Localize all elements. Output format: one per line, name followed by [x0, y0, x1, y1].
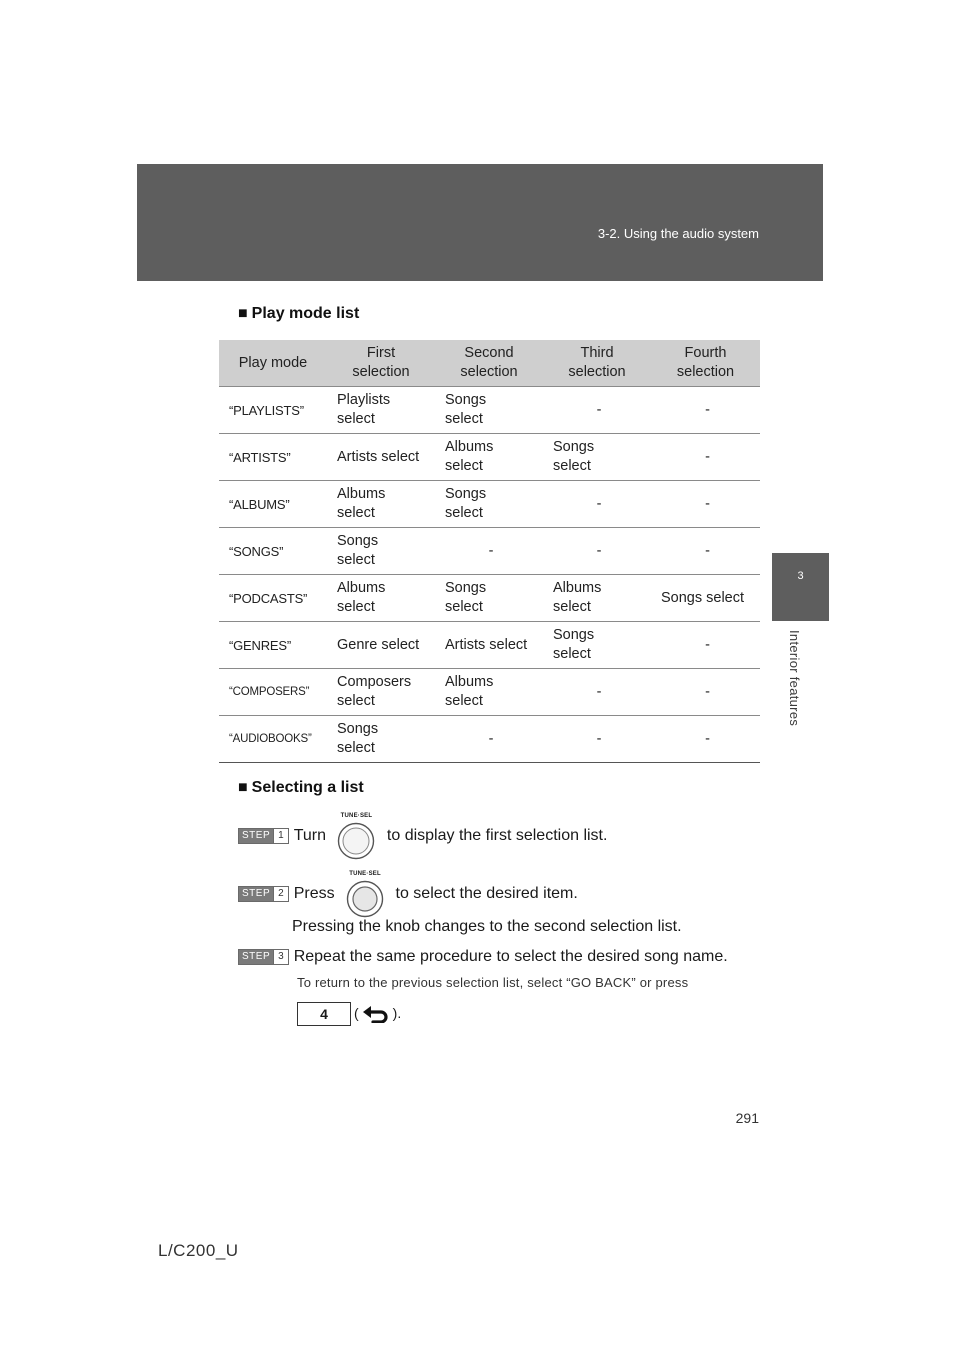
go-back-note: To return to the previous selection list, select “GO BACK” or press	[297, 975, 689, 990]
table-cell: -	[543, 716, 651, 763]
table-cell: Songs select	[543, 434, 651, 481]
table-row	[219, 575, 760, 622]
table-cell: “ARTISTS”	[219, 434, 327, 481]
table-cell: Playlists select	[327, 387, 435, 434]
table-cell: -	[543, 387, 651, 434]
table-cell: Songs select	[543, 622, 651, 669]
chapter-number: 3	[797, 570, 804, 582]
table-cell: Albums select	[327, 575, 435, 622]
step-badge: STEP 2	[238, 886, 289, 902]
heading-square-icon: ■	[238, 305, 248, 322]
table-cell: Albums select	[327, 481, 435, 528]
table-cell: Albums select	[435, 669, 543, 716]
table-cell: Artists select	[327, 434, 435, 481]
table-cell: -	[651, 434, 760, 481]
table-cell: “GENRES”	[219, 622, 327, 669]
column-header: Fourth selection	[651, 340, 760, 387]
table-cell: -	[435, 716, 543, 763]
table-cell: Albums select	[435, 434, 543, 481]
step-1	[238, 813, 607, 859]
page-number: 291	[735, 1110, 759, 1126]
step-2-text-before: Press	[293, 885, 335, 903]
step-1-text-after: to display the first selection list.	[386, 827, 608, 845]
table-cell: Songs select	[327, 716, 435, 763]
step-3	[238, 948, 728, 966]
table-cell: -	[543, 528, 651, 575]
table-row	[219, 387, 760, 434]
table-row	[219, 434, 760, 481]
table-cell: Artists select	[435, 622, 543, 669]
table-cell: Songs select	[435, 575, 543, 622]
table-cell: -	[651, 716, 760, 763]
table-row	[219, 622, 760, 669]
column-header: First selection	[327, 340, 435, 387]
step-2	[238, 871, 578, 917]
table-row	[219, 528, 760, 575]
table-cell: -	[651, 622, 760, 669]
selecting-list-heading: ■ Selecting a list	[238, 779, 364, 796]
model-code: L/C200_U	[158, 1241, 239, 1260]
table-cell: -	[651, 528, 760, 575]
section-title: 3-2. Using the audio system	[597, 226, 759, 241]
back-arrow-icon	[361, 1003, 391, 1023]
tune-sel-knob-icon: TUNE·SEL	[336, 813, 376, 859]
table-cell: Songs select	[327, 528, 435, 575]
table-row	[219, 481, 760, 528]
table-cell: “AUDIOBOOKS”	[219, 716, 327, 763]
step-2-followup: Pressing the knob changes to the second selection list.	[292, 918, 682, 935]
table-cell: -	[651, 669, 760, 716]
step-badge: STEP 1	[238, 828, 289, 844]
section-header-band	[137, 164, 823, 281]
table-cell: Genre select	[327, 622, 435, 669]
table-header-row	[219, 340, 760, 387]
table-cell: -	[651, 481, 760, 528]
play-mode-list-heading: ■ Play mode list	[238, 305, 360, 322]
back-key-reference: ( ).	[354, 1005, 402, 1021]
table-cell: “PODCASTS”	[219, 575, 327, 622]
table-cell: “PLAYLISTS”	[219, 387, 327, 434]
chapter-tab	[772, 553, 829, 621]
table-cell: -	[435, 528, 543, 575]
table-row	[219, 669, 760, 716]
step-2-text-after: to select the desired item.	[395, 885, 578, 903]
chapter-label: Interior features	[787, 630, 802, 727]
column-header: Play mode	[219, 340, 327, 387]
table-cell: “COMPOSERS”	[219, 669, 327, 716]
table-cell: “ALBUMS”	[219, 481, 327, 528]
table-cell: Songs select	[651, 575, 760, 622]
table-cell: -	[651, 387, 760, 434]
table-cell: -	[543, 481, 651, 528]
table-cell: Composers select	[327, 669, 435, 716]
table-cell: Songs select	[435, 387, 543, 434]
table-cell: “SONGS”	[219, 528, 327, 575]
step-3-text: Repeat the same procedure to select the desired song name.	[293, 948, 728, 965]
play-mode-table	[219, 340, 760, 763]
column-header: Third selection	[543, 340, 651, 387]
table-row	[219, 716, 760, 763]
table-cell: Albums select	[543, 575, 651, 622]
tune-sel-knob-press-icon: TUNE·SEL	[345, 871, 385, 917]
step-badge: STEP 3	[238, 949, 289, 965]
preset-key-4: 4	[297, 1002, 351, 1026]
heading-square-icon: ■	[238, 779, 248, 796]
table-cell: -	[543, 669, 651, 716]
column-header: Second selection	[435, 340, 543, 387]
table-cell: Songs select	[435, 481, 543, 528]
step-1-text-before: Turn	[293, 827, 326, 845]
